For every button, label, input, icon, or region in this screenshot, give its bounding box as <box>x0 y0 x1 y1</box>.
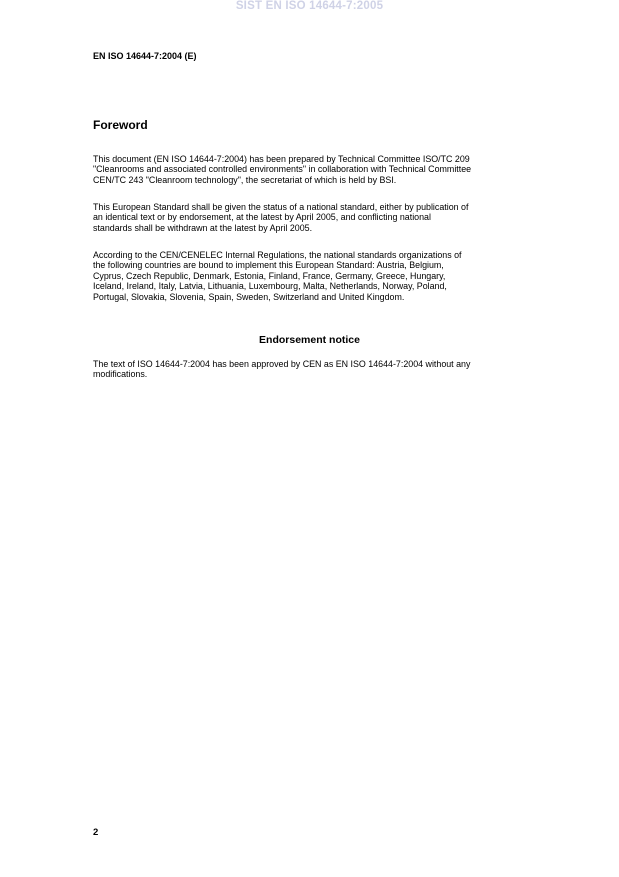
endorsement-title: Endorsement notice <box>259 334 360 346</box>
watermark: SIST EN ISO 14644-7:2005 <box>235 0 384 12</box>
foreword-title: Foreword <box>93 118 148 132</box>
foreword-paragraph: According to the CEN/CENELEC Internal Regulations, the national standards organizations of the following countries are bound to implement this European Standard: Austria, Belgium, Cyprus, Czech Republic, Denmark, Estonia, Finland, France, Germany, Greece, Hungary, Iceland, Ireland, Italy, Latvia, Lithuania, Luxembourg, Malta, Netherlands, Norway, Poland, Portugal, Slovakia, Slovenia, Spain, Sweden, Switzerland and United Kingdom. <box>93 250 462 302</box>
foreword-paragraph: This document (EN ISO 14644-7:2004) has been prepared by Technical Committee ISO/TC 209 "Cleanrooms and associated controlled environments" in collaboration with Technical Committee CEN/TC 243 "Cleanroom technology", the secretariat of which is held by BSI. <box>93 154 472 185</box>
endorsement-text: The text of ISO 14644-7:2004 has been approved by CEN as EN ISO 14644-7:2004 without any modifications. <box>93 359 471 380</box>
document-header: EN ISO 14644-7:2004 (E) <box>93 51 197 61</box>
page-number: 2 <box>93 827 99 838</box>
foreword-paragraph: This European Standard shall be given the status of a national standard, either by publication of an identical text or by endorsement, at the latest by April 2005, and conflicting national standards shall be withdrawn at the latest by April 2005. <box>93 202 469 233</box>
